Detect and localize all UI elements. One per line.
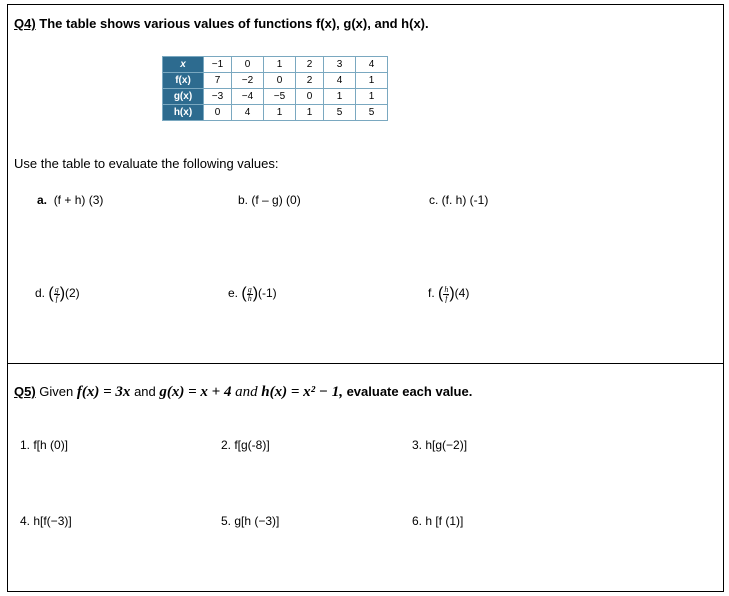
q4-item-c: c. (f. h) (-1)	[429, 193, 489, 207]
q4-item-a	[37, 193, 103, 207]
table-cell: −4	[232, 89, 264, 105]
table-cell: 4	[324, 73, 356, 89]
q5-title	[14, 384, 472, 401]
table-cell: −1	[204, 57, 232, 73]
fraction-numerator: g	[247, 284, 252, 294]
right-paren: )	[449, 285, 455, 302]
q5-and-1: and	[134, 384, 156, 399]
table-cell: −3	[204, 89, 232, 105]
q4-item-e	[228, 285, 277, 303]
q5-item-1: 1. f[h (0)]	[20, 438, 69, 452]
function-values-table	[162, 56, 388, 121]
row-header-x: x	[163, 57, 204, 73]
table-cell: 4	[356, 57, 388, 73]
q5-item-6: 6. h [f (1)]	[412, 514, 464, 528]
table-cell: 1	[356, 89, 388, 105]
table-cell: 4	[232, 105, 264, 121]
q4-item-f	[428, 285, 469, 303]
item-a-expression: (f + h) (3)	[53, 193, 104, 207]
item-f-argument: (4)	[454, 286, 470, 301]
h-definition: h(x) = x² − 1,	[261, 384, 343, 400]
item-a-label: a.	[37, 193, 48, 207]
q4-prompt: The table shows various values of functions f(x), g(x), and h(x).	[39, 16, 429, 31]
q5-tail: evaluate each value.	[346, 384, 473, 399]
table-row-f	[163, 73, 388, 89]
q5-item-4: 4. h[f(−3)]	[20, 514, 72, 528]
q5-item-2: 2. f[g(-8)]	[221, 438, 270, 452]
table-cell: 2	[296, 73, 324, 89]
q5-item-5: 5. g[h (−3)]	[221, 514, 280, 528]
left-paren: (	[48, 285, 54, 302]
q4-instruction: Use the table to evaluate the following values:	[14, 156, 279, 171]
table-cell: 3	[324, 57, 356, 73]
right-paren: )	[59, 285, 66, 302]
q4-title	[14, 16, 429, 31]
item-f-label: f.	[428, 286, 435, 301]
table-cell: 5	[356, 105, 388, 121]
table-cell: 2	[296, 57, 324, 73]
left-paren: (	[438, 285, 444, 302]
q5-label: Q5)	[14, 384, 36, 399]
table-cell: 5	[324, 105, 356, 121]
q4-item-d	[35, 285, 80, 303]
q5-item-3: 3. h[g(−2)]	[412, 438, 468, 452]
table-cell: 1	[264, 57, 296, 73]
table-row-x	[163, 57, 388, 73]
item-d-argument: (2)	[65, 286, 80, 301]
fraction-denominator: f	[445, 293, 448, 303]
table-cell: 7	[204, 73, 232, 89]
right-paren: )	[252, 285, 259, 302]
q5-and-2: and	[235, 384, 258, 400]
fraction-numerator: h	[444, 284, 449, 294]
q4-label: Q4)	[14, 16, 36, 31]
f-definition: f(x) = 3x	[76, 384, 131, 400]
q5-given: Given	[39, 384, 74, 399]
row-header-f: f(x)	[163, 73, 204, 89]
q4-item-b: b. (f – g) (0)	[238, 193, 301, 207]
table-cell: 1	[324, 89, 356, 105]
item-e-label: e.	[228, 286, 239, 301]
left-paren: (	[241, 285, 247, 302]
fraction-denominator: h	[247, 293, 252, 303]
table-cell: 1	[264, 105, 296, 121]
table-row-g	[163, 89, 388, 105]
row-header-h: h(x)	[163, 105, 204, 121]
fraction-denominator: f	[55, 293, 58, 303]
table-cell: 1	[356, 73, 388, 89]
table-cell: 0	[296, 89, 324, 105]
table-row-h	[163, 105, 388, 121]
table-cell: 0	[204, 105, 232, 121]
table-cell: 0	[232, 57, 264, 73]
fraction-numerator: g	[54, 284, 59, 294]
row-header-g: g(x)	[163, 89, 204, 105]
table-cell: 1	[296, 105, 324, 121]
item-e-argument: (-1)	[258, 286, 277, 301]
table-cell: −5	[264, 89, 296, 105]
item-d-label: d.	[35, 286, 46, 301]
table-cell: 0	[264, 73, 296, 89]
table-cell: −2	[232, 73, 264, 89]
g-definition: g(x) = x + 4	[159, 384, 232, 400]
